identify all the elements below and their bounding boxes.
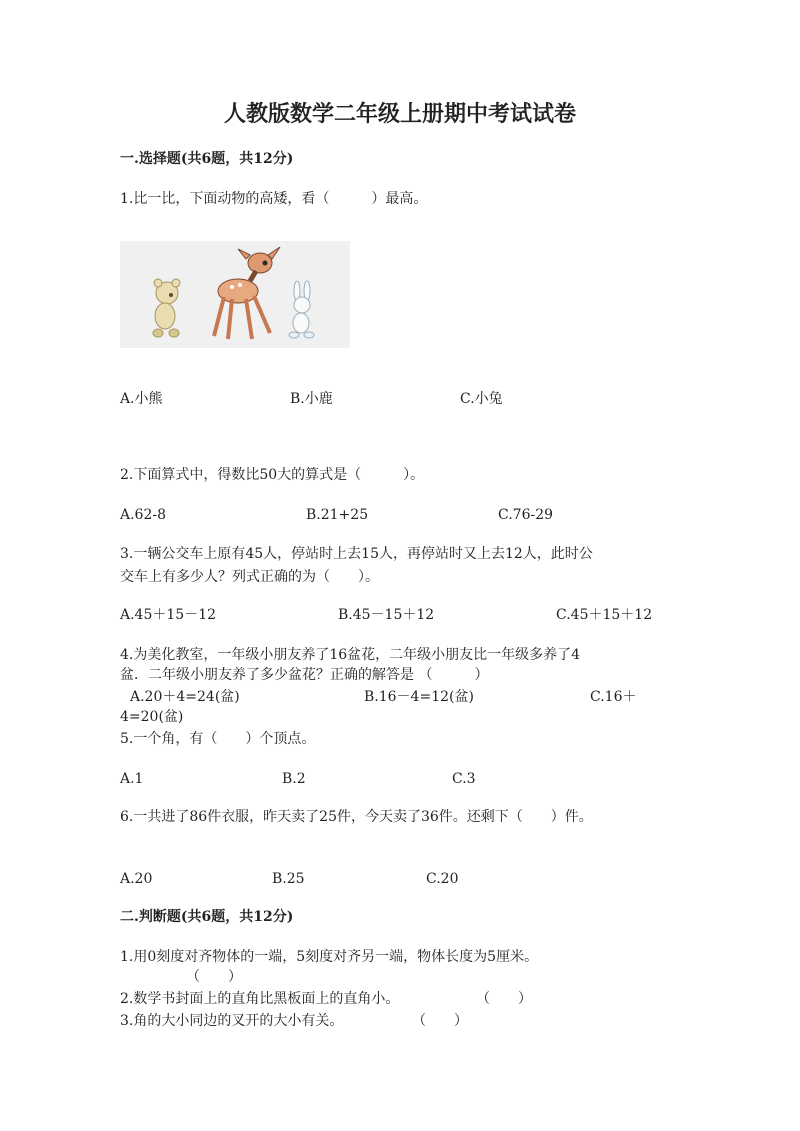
question-4-stem-line1: 4.为美化教室，一年级小朋友养了16盆花，二年级小朋友比一年级多养了4	[120, 647, 581, 663]
q3-option-c: C.45＋15＋12	[556, 607, 653, 623]
question-4-stem-line2: 盆．二年级小朋友养了多少盆花？正确的解答是 （ ）	[120, 667, 489, 683]
section-heading-judgment: 二.判断题(共6题，共12分)	[120, 909, 294, 925]
q4-option-c: C.16＋	[590, 689, 637, 705]
judgment-2-paren: （ ）	[476, 991, 532, 1007]
q6-option-c: C.20	[426, 871, 459, 887]
q1-option-c: C.小兔	[460, 391, 503, 407]
q4-option-b: B.16－4=12(盆)	[364, 689, 474, 705]
q5-option-b: B.2	[282, 771, 306, 787]
q5-option-c: C.3	[452, 771, 476, 787]
q4-option-a: A.20＋4=24(盆)	[130, 689, 240, 705]
q5-option-a: A.1	[120, 771, 144, 787]
section-heading-choice: 一.选择题(共6题，共12分)	[120, 151, 294, 167]
judgment-1-text: 1.用0刻度对齐物体的一端，5刻度对齐另一端，物体长度为5厘米。	[120, 949, 539, 965]
question-3-stem-line1: 3.一辆公交车上原有45人，停站时上去15人，再停站时又上去12人，此时公	[120, 546, 593, 562]
q6-option-b: B.25	[272, 871, 305, 887]
question-1-stem: 1.比一比，下面动物的高矮，看（ ）最高。	[120, 191, 428, 207]
question-6-stem: 6.一共进了86件衣服，昨天卖了25件，今天卖了36件。还剩下（ ）件。	[120, 809, 593, 825]
question-2-stem: 2.下面算式中，得数比50大的算式是（ ）。	[120, 467, 425, 483]
deer-figure	[214, 247, 280, 339]
q6-option-a: A.20	[120, 871, 153, 887]
q2-option-c: C.76-29	[498, 507, 554, 523]
judgment-3-text: 3.角的大小同边的叉开的大小有关。	[120, 1013, 344, 1029]
q4-option-c-continued: 4=20(盆)	[120, 709, 184, 725]
q3-option-b: B.45－15＋12	[338, 607, 435, 623]
q1-option-a: A.小熊	[120, 391, 163, 407]
question-5-stem: 5.一个角，有（ ）个顶点。	[120, 731, 316, 747]
rabbit-figure	[289, 281, 314, 338]
question-3-stem-line2: 交车上有多少人？列式正确的为（ ）。	[120, 569, 379, 585]
judgment-2-text: 2.数学书封面上的直角比黑板面上的直角小。	[120, 991, 400, 1007]
q2-option-a: A.62-8	[120, 507, 167, 523]
judgment-3-paren: （ ）	[412, 1013, 468, 1029]
q2-option-b: B.21+25	[306, 507, 369, 523]
animals-image	[120, 241, 350, 348]
bear-figure	[153, 279, 180, 337]
judgment-1-paren: （ ）	[186, 969, 242, 985]
q3-option-a: A.45＋15－12	[120, 607, 217, 623]
page-title: 人教版数学二年级上册期中考试试卷	[223, 101, 576, 127]
q1-option-b: B.小鹿	[290, 391, 333, 407]
